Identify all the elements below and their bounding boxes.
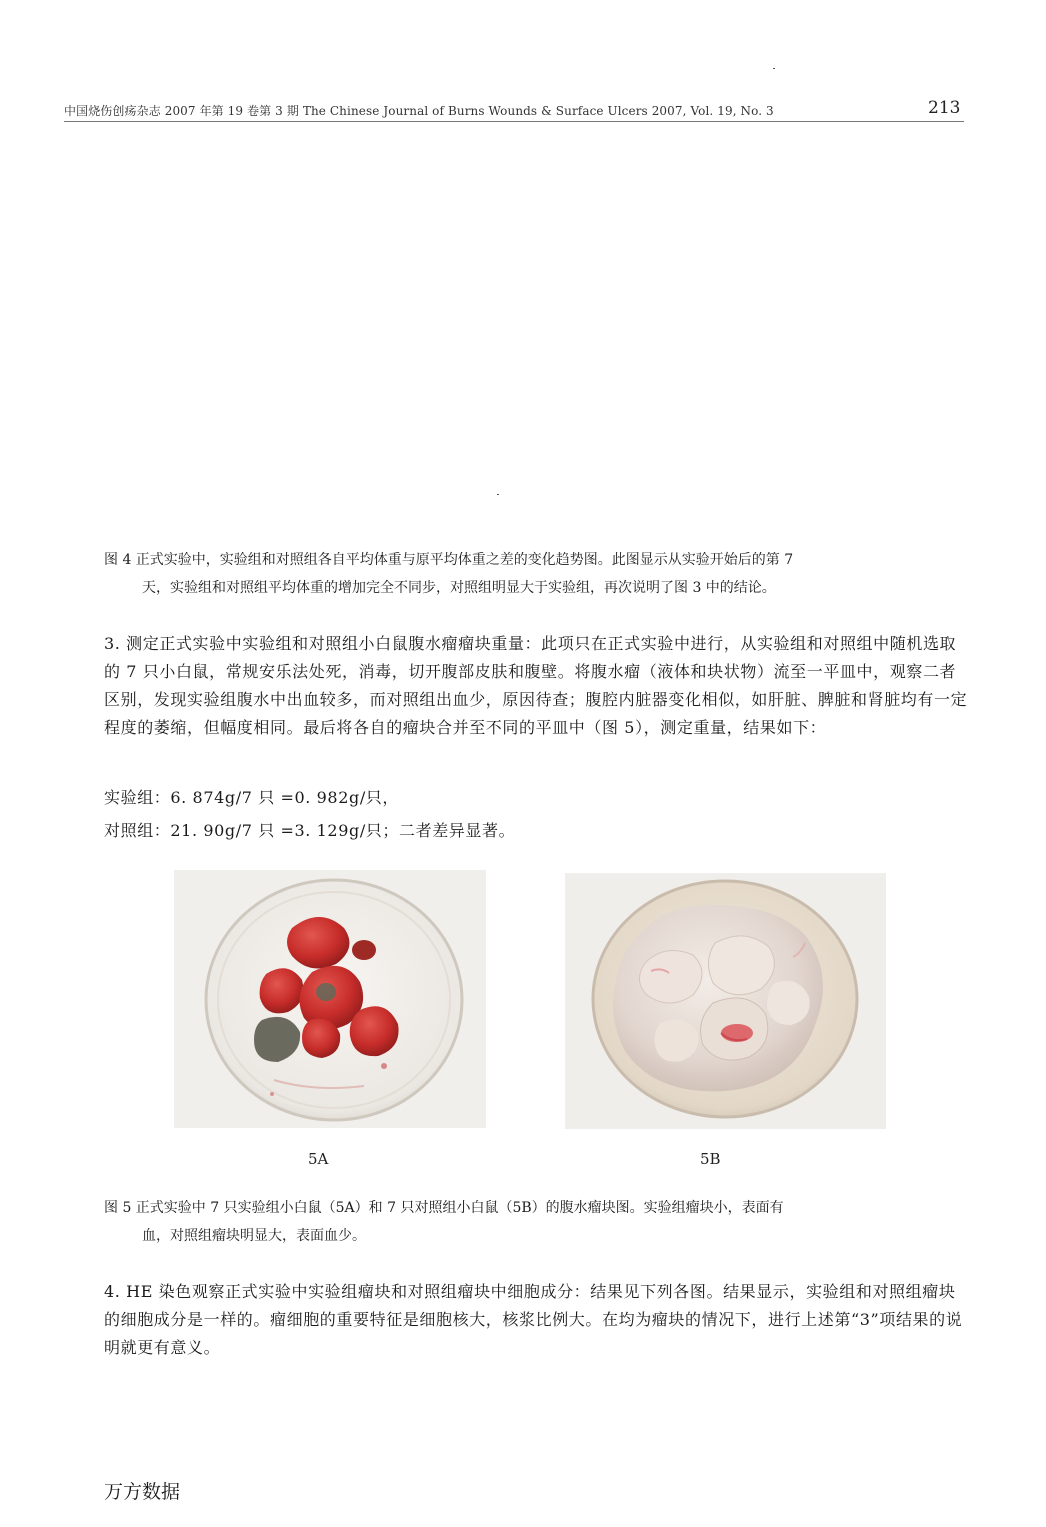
figure-4-caption-line-1: 图 4 正式实验中，实验组和对照组各自平均体重与原平均体重之差的变化趋势图。此图显示从实验开始后的第 7 bbox=[104, 552, 794, 568]
result-experimental-group: 实验组：6. 874g/7 只 =0. 982g/只， bbox=[104, 788, 400, 807]
section-3-paragraph: 3. 测定正式实验中实验组和对照组小白鼠腹水瘤瘤块重量：此项只在正式实验中进行，从实验组和对照组中随机选取的 7 只小白鼠，常规安乐法处死，消毒，切开腹部皮肤和腹壁。将腹水瘤（液体和块状物）流至一平皿中，观察二者区别，发现实验组腹水中出血较多，而对照组出血少，原因待查；腹腔内脏器变化相似，如肝脏、脾脏和肾脏均有一定程度的萎缩，但幅度相同。最后将各自的瘤块合并至不同的平皿中（图 5），测定重量，结果如下： bbox=[104, 634, 968, 737]
result-control-group: 对照组：21. 90g/7 只 =3. 129g/只；二者差异显著。 bbox=[104, 821, 516, 840]
figure-5b-label: 5B bbox=[700, 1150, 721, 1168]
figure-5-caption bbox=[104, 1194, 954, 1250]
scan-speck bbox=[773, 68, 775, 69]
figure-4-caption-line-2: 天，实验组和对照组平均体重的增加完全不同步，对照组明显大于实验组，再次说明了图 3 中的结论。 bbox=[142, 580, 776, 596]
figure-5b-photo bbox=[565, 873, 886, 1129]
section-4-paragraph: 4. HE 染色观察正式实验中实验组瘤块和对照组瘤块中细胞成分：结果见下列各图。结果显示，实验组和对照组瘤块的细胞成分是一样的。瘤细胞的重要特征是细胞核大，核浆比例大。在均为瘤块的情况下，进行上述第“3”项结果的说明就更有意义。 bbox=[104, 1282, 963, 1357]
figure-5-caption-line-2: 血，对照组瘤块明显大，表面血少。 bbox=[142, 1228, 366, 1244]
figure-5a-label: 5A bbox=[308, 1150, 329, 1168]
figure-5-caption-line-1: 图 5 正式实验中 7 只实验组小白鼠（5A）和 7 只对照组小白鼠（5B）的腹水瘤块图。实验组瘤块小，表面有 bbox=[104, 1200, 784, 1216]
figure-4-caption bbox=[104, 546, 954, 602]
page-number: 213 bbox=[928, 98, 961, 118]
figure-5a-photo bbox=[174, 870, 486, 1128]
running-header: 中国烧伤创疡杂志 2007 年第 19 卷第 3 期 The Chinese Journal of Burns Wounds & Surface Ulcers 2007, Vol. 19, No. 3 bbox=[64, 102, 964, 122]
source-watermark: 万方数据 bbox=[104, 1481, 181, 1503]
scan-speck bbox=[497, 494, 499, 495]
